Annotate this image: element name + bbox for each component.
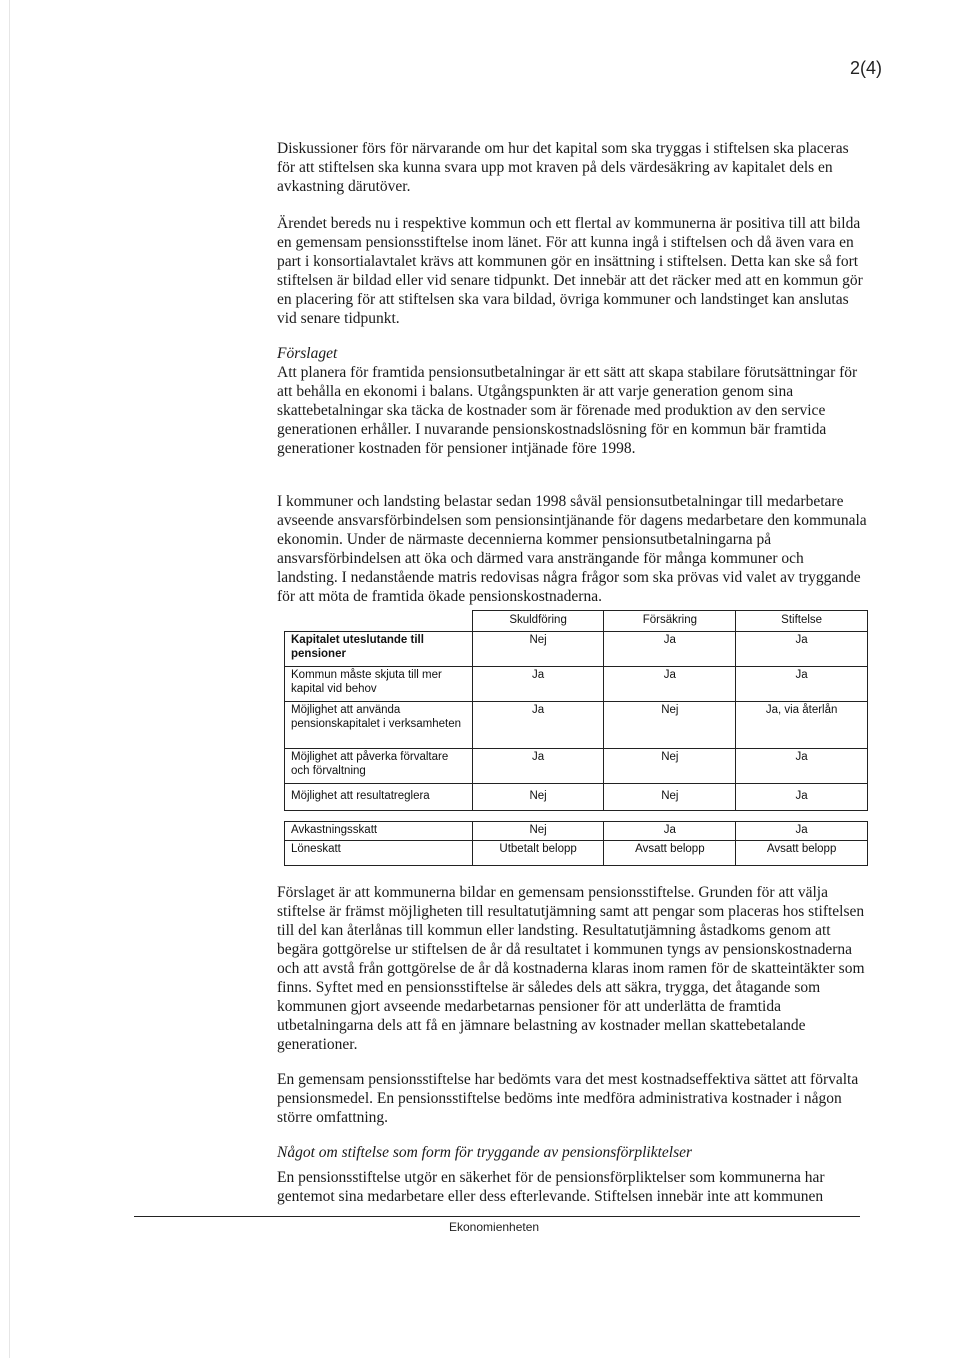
table-row bbox=[285, 822, 868, 841]
table-row bbox=[285, 632, 868, 667]
table-cell: Utbetalt belopp bbox=[472, 840, 604, 865]
page-number: 2(4) bbox=[849, 58, 882, 78]
gap-cell bbox=[604, 811, 736, 822]
row-label: Kommun måste skjuta till mer kapital vid behov bbox=[285, 667, 473, 702]
after-table-text-2: En gemensam pensionsstiftelse har bedömts vara det mest kostnadseffektiva sättet att förvalta pensionsmedel. En pensionsstiftelse bedöms inte medföra administrativa kostnader i någon större omfattning. bbox=[277, 1071, 859, 1126]
table-cell: Ja bbox=[736, 822, 868, 841]
row-label: Avkastningsskatt bbox=[285, 822, 473, 841]
after-table-paragraph-1 bbox=[277, 883, 867, 1054]
after-table-text-1: Förslaget är att kommunerna bildar en gemensam pensionsstiftelse. Grunden för att välja stiftelse är främst möjligheten till resultatutjämning samt att pengar som placeras hos stiftelsen till del kan återlånas till kommun eller landsting. Resultatutjämning åstadkoms genom att begära gottgörelse ur stiftelsen de år då resultatet i kommunen tyngs av pensionskostnaderna och att avstå från gottgörelse de år då kostnaderna klaras inom ramen för de skatteintäkter som finns. Syftet med en pensionsstiftelse är således dels att säkra, trygga, det åtagande som kommunen gjort avseende medarbetarnas pensioner för att underlätta de framtida utbetalningarna dels att få en jämnare belastning av kostnader mellan skattebetalande generationer. bbox=[277, 884, 865, 1053]
table-cell: Ja bbox=[736, 749, 868, 784]
table-cell: Ja bbox=[604, 667, 736, 702]
table-corner bbox=[285, 611, 473, 632]
row-label: Möjlighet att påverka förvaltare och förvaltning bbox=[285, 749, 473, 784]
table-cell: Ja, via återlån bbox=[736, 702, 868, 749]
table-row bbox=[285, 840, 868, 865]
row-label: Möjlighet att resultatreglera bbox=[285, 784, 473, 811]
after-table-paragraph-2 bbox=[277, 1070, 867, 1127]
page-edge-line bbox=[9, 0, 10, 1358]
table-header-row bbox=[285, 611, 868, 632]
table-cell: Nej bbox=[604, 784, 736, 811]
row-label: Kapitalet uteslutande till pensioner bbox=[285, 632, 473, 667]
gap-cell bbox=[285, 811, 473, 822]
table-row bbox=[285, 702, 868, 749]
table-cell: Nej bbox=[472, 632, 604, 667]
table-row bbox=[285, 667, 868, 702]
intro-paragraph-1 bbox=[277, 139, 867, 196]
stiftelse-section bbox=[277, 1143, 867, 1206]
table-gap-row bbox=[285, 811, 868, 822]
table-cell: Ja bbox=[736, 632, 868, 667]
col-header-skuldforing: Skuldföring bbox=[472, 611, 604, 632]
stiftelse-heading: Något om stiftelse som form för tryggande av pensionsförpliktelser bbox=[277, 1144, 693, 1161]
table-cell: Avsatt belopp bbox=[736, 840, 868, 865]
footer-divider bbox=[134, 1216, 860, 1217]
table-cell: Ja bbox=[604, 822, 736, 841]
col-header-stiftelse: Stiftelse bbox=[736, 611, 868, 632]
table-cell: Ja bbox=[604, 632, 736, 667]
matris-intro-text: I kommuner och landsting belastar sedan 1998 såväl pensionsutbetalningar till medarbetare avseende ansvarsförbindelsen som pensionsintjänande för dagens medarbetare den kommunala ekonomin. Under de närmaste decennierna kommer pensionsutbetalningarna på ansvarsförbindelsen att öka och därmed vara ansträngande för många kommuner och landsting. I nedanstående matris redovisas några frågor som ska prövas vid valet av tryggande för att möta de framtida ökade pensionskostnaderna. bbox=[277, 493, 867, 605]
table-row bbox=[285, 749, 868, 784]
table-cell: Ja bbox=[472, 749, 604, 784]
forslaget-heading: Förslaget bbox=[277, 345, 338, 362]
intro-text-2: Ärendet bereds nu i respektive kommun och ett flertal av kommunerna är positiva till att bilda en gemensam pensionsstiftelse inom länet. För att kunna ingå i stiftelsen och då även vara en part i konsortialavtalet krävs att kommunen gör en insättning i stiftelsen. Detta kan ske så fort stiftelsen är bildad eller vid senare tidpunkt. Det innebär att det räcker med att en kommun gör en placering för att stiftelsen ska vara bildad, övriga kommuner och landstinget kan anslutas vid senare tidpunkt. bbox=[277, 215, 863, 327]
table-cell: Nej bbox=[604, 702, 736, 749]
table-cell: Ja bbox=[472, 702, 604, 749]
table-cell: Ja bbox=[736, 784, 868, 811]
table-row bbox=[285, 784, 868, 811]
footer-label: Ekonomienheten bbox=[449, 1220, 540, 1234]
table-cell: Nej bbox=[472, 784, 604, 811]
intro-text-1: Diskussioner förs för närvarande om hur det kapital som ska tryggas i stiftelsen ska placeras för att stiftelsen ska kunna svara upp mot kraven på dels värdesäkring av kapitalet dels en avkastning därutöver. bbox=[277, 140, 849, 195]
table-cell: Avsatt belopp bbox=[604, 840, 736, 865]
table-cell: Ja bbox=[736, 667, 868, 702]
table-cell: Nej bbox=[472, 822, 604, 841]
forslaget-section bbox=[277, 344, 867, 458]
pension-matrix-table bbox=[284, 610, 868, 866]
matris-intro bbox=[277, 492, 867, 606]
table-cell: Nej bbox=[604, 749, 736, 784]
col-header-forsakring: Försäkring bbox=[604, 611, 736, 632]
forslaget-body: Att planera för framtida pensionsutbetalningar är ett sätt att skapa stabilare förutsättningar för att behålla en ekonomi i balans. Utgångspunkten är att varje generation genom sina skattebetalningar ska täcka de kostnader som är förenade med produktion av den service generationen erhåller. I nuvarande pensionskostnadslösning för en kommun bär framtida generationer kostnaden för pensioner intjänade före 1998. bbox=[277, 364, 858, 457]
gap-cell bbox=[736, 811, 868, 822]
table-cell: Ja bbox=[472, 667, 604, 702]
row-label: Möjlighet att använda pensionskapitalet i verksamheten bbox=[285, 702, 473, 749]
stiftelse-text: En pensionsstiftelse utgör en säkerhet för de pensionsförpliktelser som kommunerna har gentemot sina medarbetare eller dess efterlevande. Stiftelsen innebär inte att kommunen bbox=[277, 1169, 825, 1205]
intro-paragraph-2 bbox=[277, 214, 867, 328]
row-label: Löneskatt bbox=[285, 840, 473, 865]
gap-cell bbox=[472, 811, 604, 822]
